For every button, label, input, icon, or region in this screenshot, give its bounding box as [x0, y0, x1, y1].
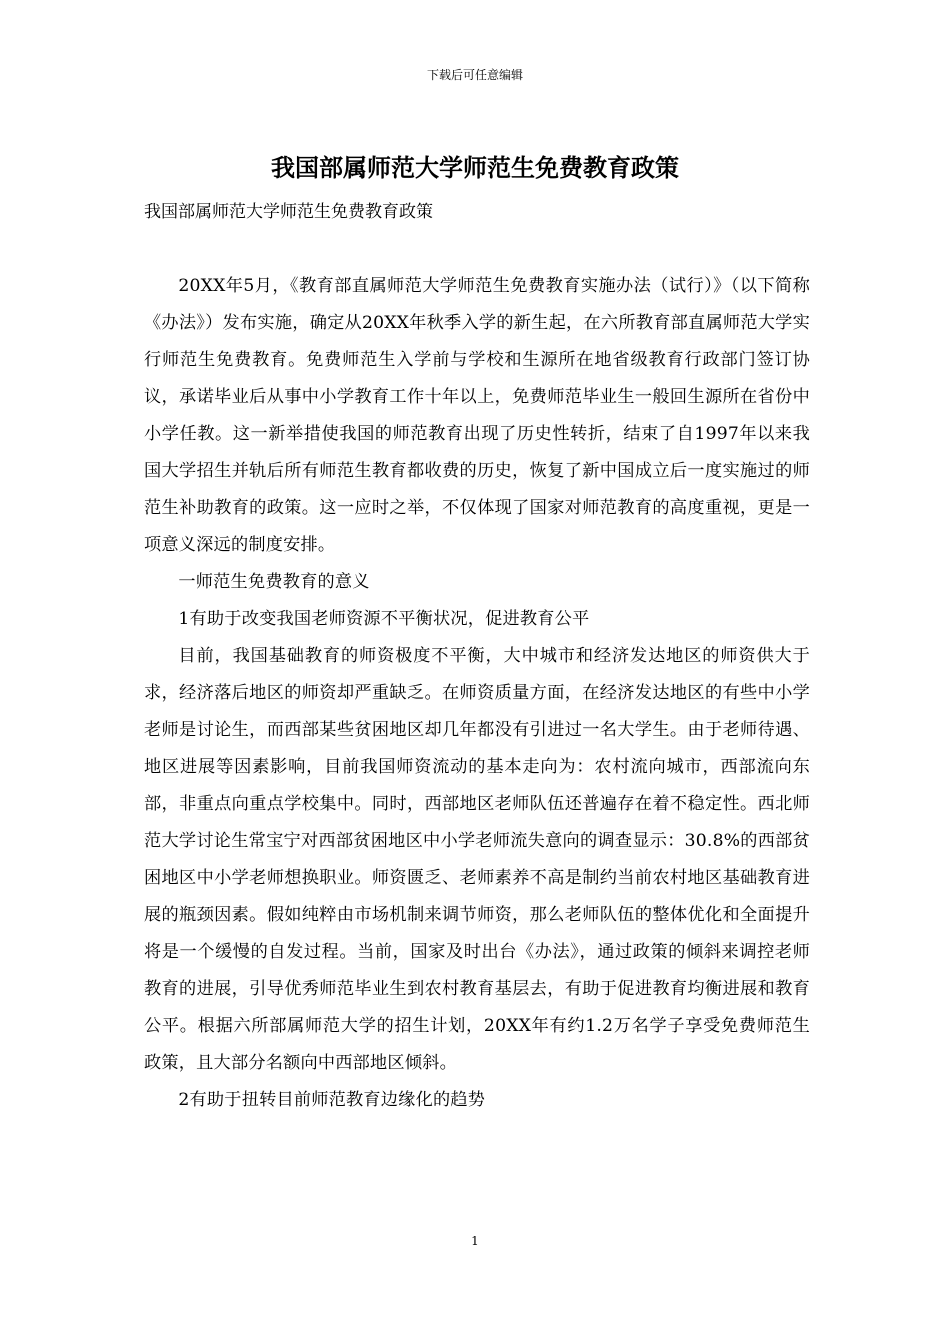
- document-title: 我国部属师范大学师范生免费教育政策: [271, 153, 679, 182]
- paragraph-intro: 20XX年5月，《教育部直属师范大学师范生免费教育实施办法（试行）》（以下简称《办法》）发布实施，确定从20XX年秋季入学的新生起，在六所教育部直属师范大学实行师范生免费教育。免费师范生入学前与学校和生源所在地省级教育行政部门签订协议，承诺毕业后从事中小学教育工作十年以上，免费师范毕业生一般回生源所在省份中小学任教。这一新举措使我国的师范教育出现了历史性转折，结束了自1997年以来我国大学招生并轨后所有师范生教育都收费的历史，恢复了新中国成立后一度实施过的师范生补助教育的政策。这一应时之举，不仅体现了国家对师范教育的高度重视，更是一项意义深远的制度安排。: [144, 276, 810, 555]
- document-subtitle: 我国部属师范大学师范生免费教育政策: [144, 202, 433, 222]
- page-number: 1: [471, 1234, 479, 1248]
- paragraph-teacher-resources: 目前，我国基础教育的师资极度不平衡，大中城市和经济发达地区的师资供大于求，经济落后地区的师资却严重缺乏。在师资质量方面，在经济发达地区的有些中小学老师是讨论生，而西部某些贫困地区却几年都没有引进过一名大学生。由于老师待遇、地区进展等因素影响，目前我国师资流动的基本走向为：农村流向城市，西部流向东部，非重点向重点学校集中。同时，西部地区老师队伍还普遍存在着不稳定性。西北师范大学讨论生常宝宁对西部贫困地区中小学老师流失意向的调查显示：30.8%的西部贫困地区中小学老师想换职业。师资匮乏、老师素养不高是制约当前农村地区基础教育进展的瓶颈因素。假如纯粹由市场机制来调节师资，那么老师队伍的整体优化和全面提升将是一个缓慢的自发过程。当前，国家及时出台《办法》，通过政策的倾斜来调控老师教育的进展，引导优秀师范毕业生到农村教育基层去，有助于促进教育均衡进展和教育公平。根据六所部属师范大学的招生计划，20XX年有约1.2万名学子享受免费师范生政策，且大部分名额向中西部地区倾斜。: [144, 646, 810, 1073]
- page-header-note: 下载后可任意编辑: [426, 68, 523, 82]
- subsection-heading-1: 1有助于改变我国老师资源不平衡状况，促进教育公平: [178, 609, 590, 629]
- subsection-heading-2: 2有助于扭转目前师范教育边缘化的趋势: [178, 1090, 486, 1110]
- section-heading-significance: 一师范生免费教育的意义: [178, 572, 370, 592]
- document-body: [144, 268, 810, 1119]
